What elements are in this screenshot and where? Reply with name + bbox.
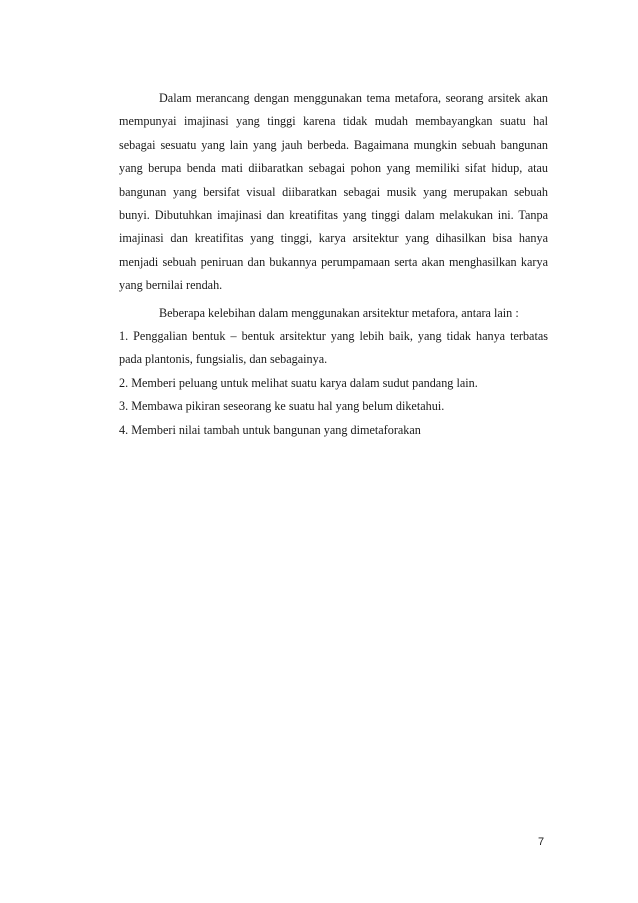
page-number: 7 [538, 836, 545, 848]
list-item: 3. Membawa pikiran seseorang ke suatu hal yang belum diketahui. [119, 399, 445, 414]
paragraph-metaphor-design: Dalam merancang dengan menggunakan tema metafora, seorang arsitek akan mempunyai imajinasi yang tinggi karena tidak mudah membayangkan suatu hal sebagai sesuatu yang lain yang jauh berbeda. Bagaimana mungkin sebuah bangunan yang berupa benda mati diibaratkan sebagai pohon yang memiliki sifat hidup, atau bangunan yang bersifat visual diibaratkan sebagai musik yang merupakan sebuah bunyi. Dibutuhkan imajinasi dan kreatifitas yang tinggi dalam melakukan ini. Tanpa imajinasi dan kreatifitas yang tinggi, karya arsitektur yang dihasilkan bisa hanya menjadi sebuah peniruan dan bukannya perumpamaan serta akan menghasilkan karya yang bernilai rendah. [119, 91, 548, 293]
advantages-list [119, 325, 548, 442]
page-body [119, 87, 548, 442]
list-item: 2. Memberi peluang untuk melihat suatu karya dalam sudut pandang lain. [119, 375, 478, 390]
paragraph-advantages-intro: Beberapa kelebihan dalam menggunakan arsitektur metafora, antara lain : [159, 305, 519, 320]
list-item: 1. Penggalian bentuk – bentuk arsitektur yang lebih baik, yang tidak hanya terbatas pada plantonis, fungsialis, dan sebagainya. [119, 329, 548, 367]
list-item: 4. Memberi nilai tambah untuk bangunan yang dimetaforakan [119, 422, 421, 437]
